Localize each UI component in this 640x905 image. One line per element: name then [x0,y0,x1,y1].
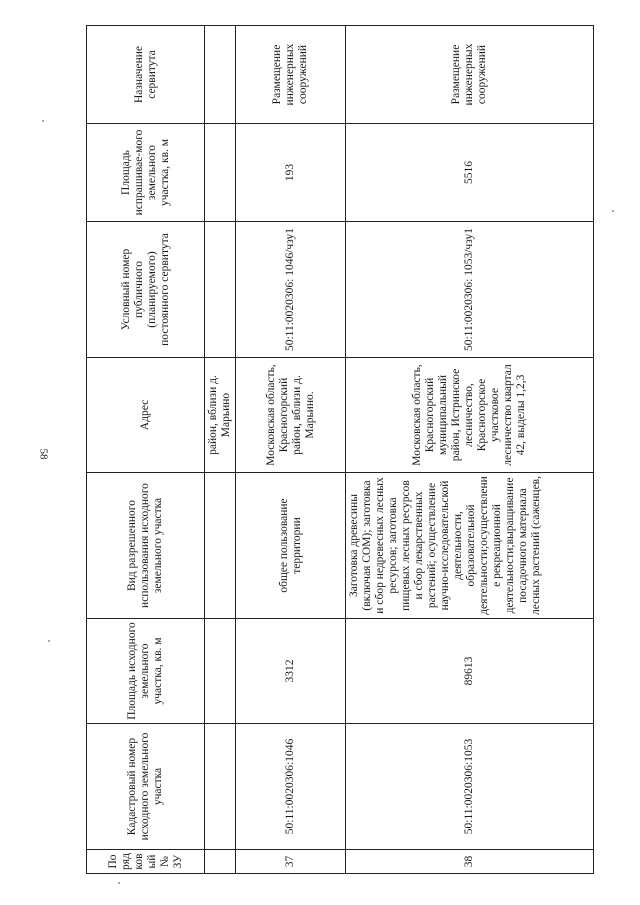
servitude-table [86,25,594,874]
scan-speck [48,640,50,642]
cont-use [205,473,236,619]
cont-cadastral [205,724,236,850]
header-address: Адрес [87,358,205,473]
cont-address: район, вблизи д. Марьино [205,358,236,473]
row-use: общее пользование территории [236,473,346,619]
row-purpose: Размещение инженерных сооружений [346,26,594,124]
row-area-orig: 3312 [236,619,346,724]
table-row [346,26,594,874]
row-purpose: Размещение инженерных сооружений [236,26,346,124]
header-area-req: Площадь испрашивае-мого земельного участка, кв. м [87,124,205,222]
header-cadastral: Кадастровый номер исходного земельного участка [87,724,205,850]
row-address: Московская область, Красногорский район, вблизи д. Марьино. [236,358,346,473]
scan-speck [118,882,120,884]
row-use: Заготовка древесины (включая СОМ); заготовка и сбор недревесных лесных ресурсов; заготовка пищевых лесных ресурсов и сбор лекарственных растений; осуществление научно-исследовательской деятельности, образовательной деятельности;осуществление рекреационной деятельности;выращивание посадочного материала лесных растений (саженцев, [346,473,594,619]
header-row [87,26,205,874]
row-area-req: 5516 [346,124,594,222]
cont-area-orig [205,619,236,724]
row-address: Московская область, Красногорский муниципальный район, Истринское лесничество, Красногорское участковое лесничество квартал 42, выделы 1,2,3 [346,358,594,473]
row-servitude-num: 50:11:0020306: 1046/чзу1 [236,222,346,358]
row-servitude-num: 50:11:0020306: 1053/чзу1 [346,222,594,358]
scan-speck [612,210,614,212]
header-purpose: Назначение сервитута [87,26,205,124]
row-num: 38 [346,850,594,874]
row-cadastral: 50:11:0020306:1053 [346,724,594,850]
header-use: Вид разрешенного использования исходного земельного участка [87,473,205,619]
row-area-req: 193 [236,124,346,222]
page-number: 58 [37,448,50,460]
header-area-orig: Площадь исходного земельного участка, кв. м [87,619,205,724]
cont-servitude-num [205,222,236,358]
header-num: Порядковый № ЗУ [87,850,205,874]
cont-purpose [205,26,236,124]
row-area-orig: 89613 [346,619,594,724]
table-frame [86,26,594,874]
scan-speck [42,120,44,122]
row-num: 37 [236,850,346,874]
table-row [236,26,346,874]
header-servitude-num: Условный номер публичного (планируемого) постоянного сервитута [87,222,205,358]
cont-num [205,850,236,874]
row-cadastral: 50:11:0020306:1046 [236,724,346,850]
rotated-table-wrapper [86,26,594,874]
cont-area-req [205,124,236,222]
continuation-row [205,26,236,874]
